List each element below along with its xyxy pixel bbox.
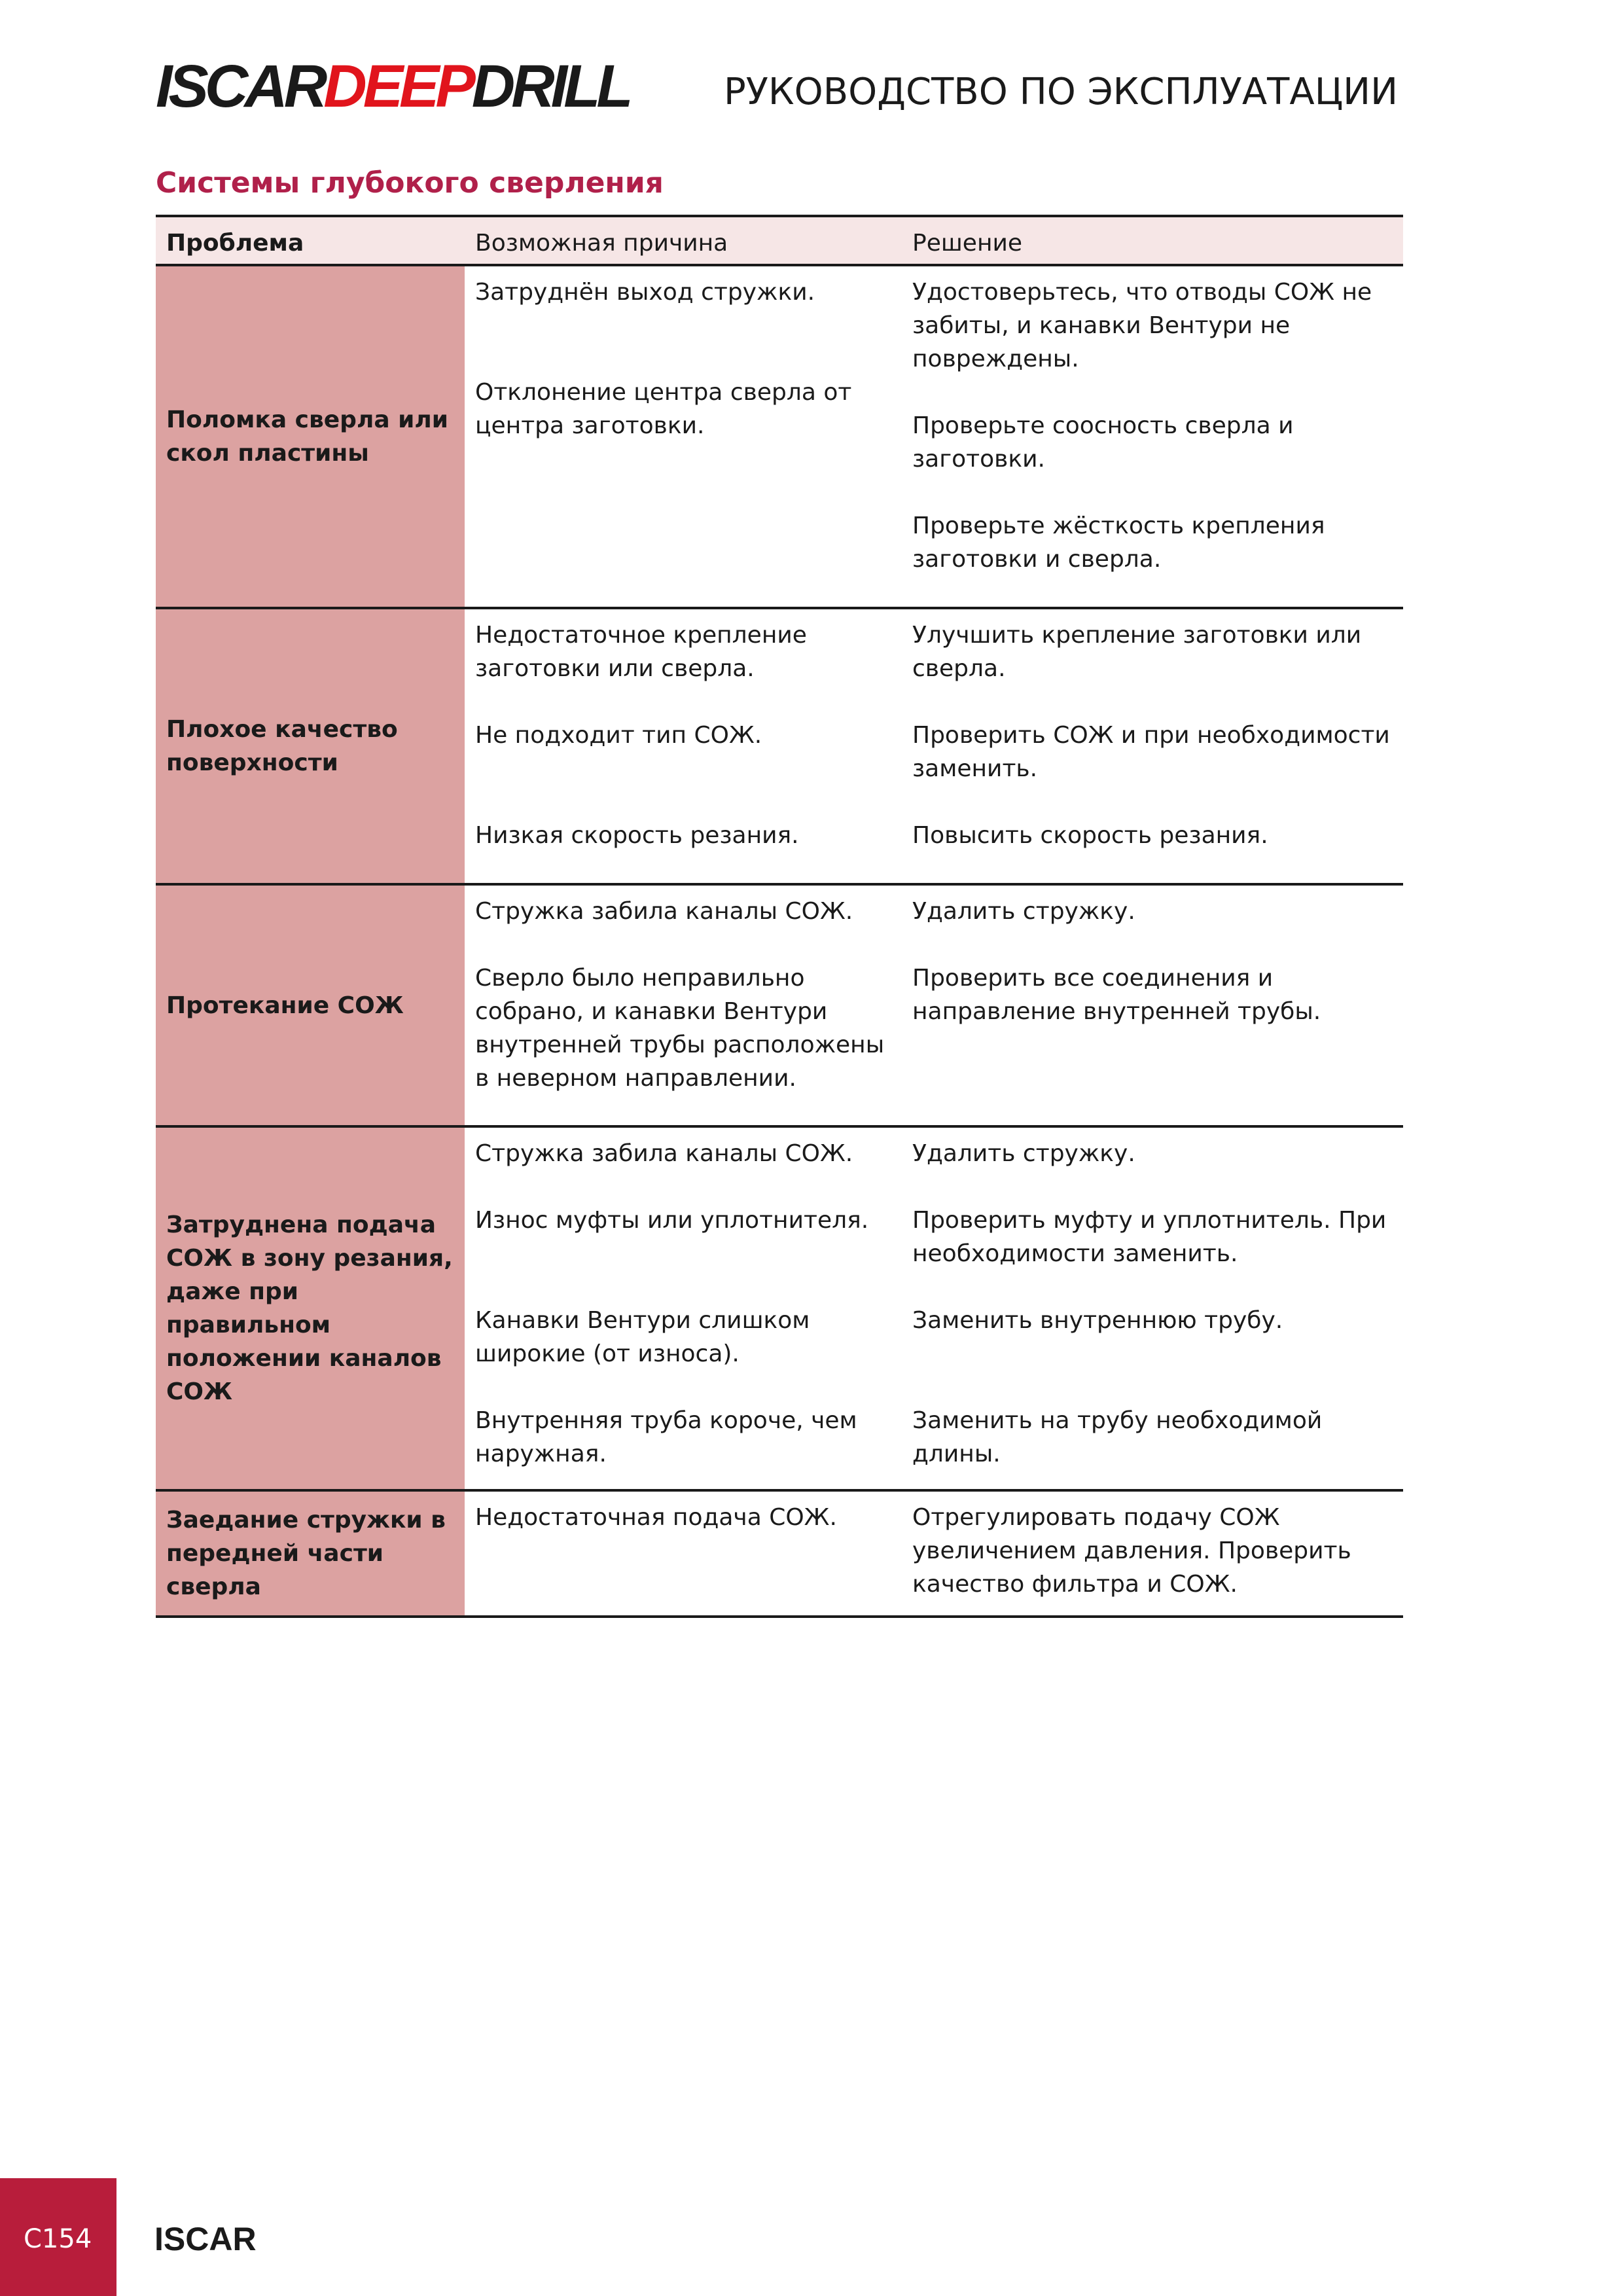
problem-cell: Затруднена подача СОЖ в зону резания, даже при правильном положении каналов СОЖ [156,1126,465,1490]
table-header-row [156,216,1403,265]
section-title: Системы глубокого сверления [156,166,664,200]
cause-text: Стружка забила каналы СОЖ. Сверло было неправильно собрано, и канавки Вентури внутренней трубы расположены в неверном направлении. [475,898,885,1092]
iscar-deepdrill-logo [156,53,630,120]
solution-cell [902,884,1403,1126]
cause-cell [465,1490,902,1617]
table-row [156,608,1403,884]
table-row [156,1126,1403,1490]
logo-deep: DEEP [323,53,472,120]
logo-iscar: ISCAR [156,53,324,120]
logo-drill: DRILL [471,53,630,120]
solution-cell [902,1490,1403,1617]
solution-cell [902,265,1403,608]
cause-cell [465,608,902,884]
solution-text: Отрегулировать подачу СОЖ увеличением давления. Проверить качество фильтра и СОЖ. [912,1504,1351,1598]
solution-text: Удостоверьтесь, что отводы СОЖ не забиты, и канавки Вентури не повреждены. Проверьте соосность сверла и заготовки. Проверьте жёсткость крепления заготовки и сверла. [912,279,1372,573]
solution-text: Удалить стружку. Проверить все соединения и направление внутренней трубы. [912,898,1321,1025]
cause-cell [465,884,902,1126]
problem-cell: Плохое качество поверхности [156,608,465,884]
cause-text: Недостаточная подача СОЖ. [475,1504,837,1531]
solution-cell [902,608,1403,884]
table-row [156,1490,1403,1617]
cause-text: Стружка забила каналы СОЖ. Износ муфты или уплотнителя. Канавки Вентури слишком широкие (от износа). Внутренняя труба короче, чем наружная. [475,1140,869,1467]
document-title: РУКОВОДСТВО ПО ЭКСПЛУАТАЦИИ [724,71,1398,113]
problem-cell: Поломка сверла или скол пластины [156,265,465,608]
problem-cell: Протекание СОЖ [156,884,465,1126]
solution-text: Удалить стружку. Проверить муфту и уплотнитель. При необходимости заменить. Заменить внутреннюю трубу. Заменить на трубу необходимой длины. [912,1140,1387,1467]
cause-text: Затруднён выход стружки. Отклонение центра сверла от центра заготовки. [475,279,852,439]
header-cause: Возможная причина [465,216,902,265]
cause-text: Недостаточное крепление заготовки или сверла. Не подходит тип СОЖ. Низкая скорость резания. [475,622,807,849]
header-solution: Решение [902,216,1403,265]
page-number: C154 [24,2224,92,2254]
footer-brand: ISCAR [154,2221,257,2257]
problem-cell: Заедание стружки в передней части сверла [156,1490,465,1617]
header-problem: Проблема [156,216,465,265]
cause-cell [465,265,902,608]
solution-cell [902,1126,1403,1490]
table-row [156,265,1403,608]
troubleshooting-table [156,215,1403,1618]
solution-text: Улучшить крепление заготовки или сверла. Проверить СОЖ и при необходимости заменить. Повысить скорость резания. [912,622,1390,849]
cause-cell [465,1126,902,1490]
table-row [156,884,1403,1126]
